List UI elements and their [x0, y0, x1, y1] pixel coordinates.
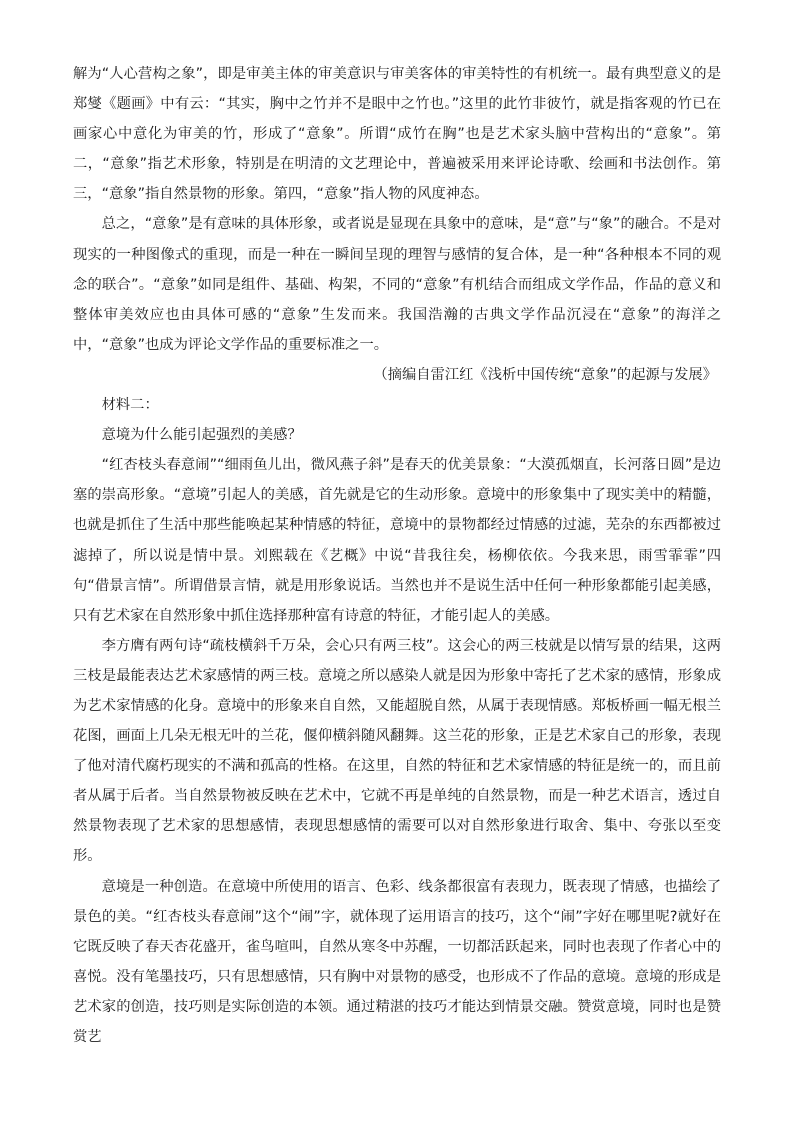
section-question: 意境为什么能引起强烈的美感？	[101, 427, 302, 444]
source-citation: （摘编自雷江红《浅析中国传统“意象”的起源与发展》	[373, 366, 717, 383]
paragraph-emotion: 李方膺有两句诗“疏枝横斜千万朵，会心只有两三枝”。这会心的两三枝就是以情写景的结果，这两三枝是最能表达艺术家感情的两三枝。意境之所以感染人就是因为形象中寄托了艺术家的感情，形象成为艺术家情感的化身。意境中的形象来自自然，又能超脱自然，从属于表现情感。郑板桥画一幅无根兰花图，画面上几朵无根无叶的兰花，偃仰横斜随风翻舞。这兰花的形象，正是艺术家自己的形象，表现了他对清代腐朽现实的不满和孤高的性格。在这里，自然的特征和艺术家情感的特征是统一的，而且前者从属于后者。当自然景物被反映在艺术中，它就不再是单纯的自然景物，而是一种艺术语言，透过自然景物表现了艺术家的思想感情，表现思想感情的需要可以对自然形象进行取舍、集中、夸张以至变形。	[73, 637, 721, 865]
material-heading: 材料二：	[101, 397, 159, 414]
paragraph-image-beauty: “红杏枝头春意闹”“细雨鱼儿出，微风燕子斜”是春天的优美景象：“大漠孤烟直，长河落日圆”是边塞的崇高形象。“意境”引起人的美感，首先就是它的生动形象。意境中的形象集中了现实美中的精髓，也就是抓住了生活中那些能唤起某种情感的特征，意境中的景物都经过情感的过滤，芜杂的东西都被过滤掉了，所以说是情中景。刘熙载在《艺概》中说“昔我往矣，杨柳依依。今我来思，雨雪霏霏”四句“借景言情”。所谓借景言情，就是用形象说话。当然也并不是说生活中任何一种形象都能引起美感，只有艺术家在自然形象中抓住选择那种富有诗意的特征，才能引起人的美感。	[73, 457, 721, 624]
paragraph-continuation: 解为“人心营构之象”，即是审美主体的审美意识与审美客体的审美特性的有机统一。最有典型意义的是郑燮《题画》中有云：“其实，胸中之竹并不是眼中之竹也。”这里的此竹非彼竹，就是指客观的竹已在画家心中意化为审美的竹，形成了“意象”。所谓“成竹在胸”也是艺术家头脑中营构出的“意象”。第二，“意象”指艺术形象，特别是在明清的文艺理论中，普遍被采用来评论诗歌、绘画和书法创作。第三，“意象”指自然景物的形象。第四，“意象”指人物的风度神态。	[73, 66, 721, 203]
paragraph-creation: 意境是一种创造。在意境中所使用的语言、色彩、线条都很富有表现力，既表现了情感，也描绘了景色的美。“红杏枝头春意闹”这个“闹”字，就体现了运用语言的技巧，这个“闹”字好在哪里呢?就好在它既反映了春天杏花盛开，雀鸟喧叫，自然从寒冬中苏醒，一切都活跃起来，同时也表现了作者心中的喜悦。没有笔墨技巧，只有思想感情，只有胸中对景物的感受，也形成不了作品的意境。意境的形成是艺术家的创造，技巧则是实际创造的本领。通过精湛的技巧才能达到情景交融。赞赏意境，同时也是赞赏艺	[73, 878, 721, 1045]
document-page	[73, 59, 721, 1052]
paragraph-summary: 总之，“意象”是有意味的具体形象，或者说是显现在具象中的意味，是“意”与“象”的融合。不是对现实的一种图像式的重现，而是一种在一瞬间呈现的理智与感情的复合体，是一种“各种根本不同的观念的联合”。“意象”如同是组件、基础、构架，不同的“意象”有机结合而组成文学作品，作品的意义和整体审美效应也由具体可感的“意象”生发而来。我国浩瀚的古典文学作品沉浸在“意象”的海洋之中，“意象”也成为评论文学作品的重要标准之一。	[73, 216, 721, 353]
